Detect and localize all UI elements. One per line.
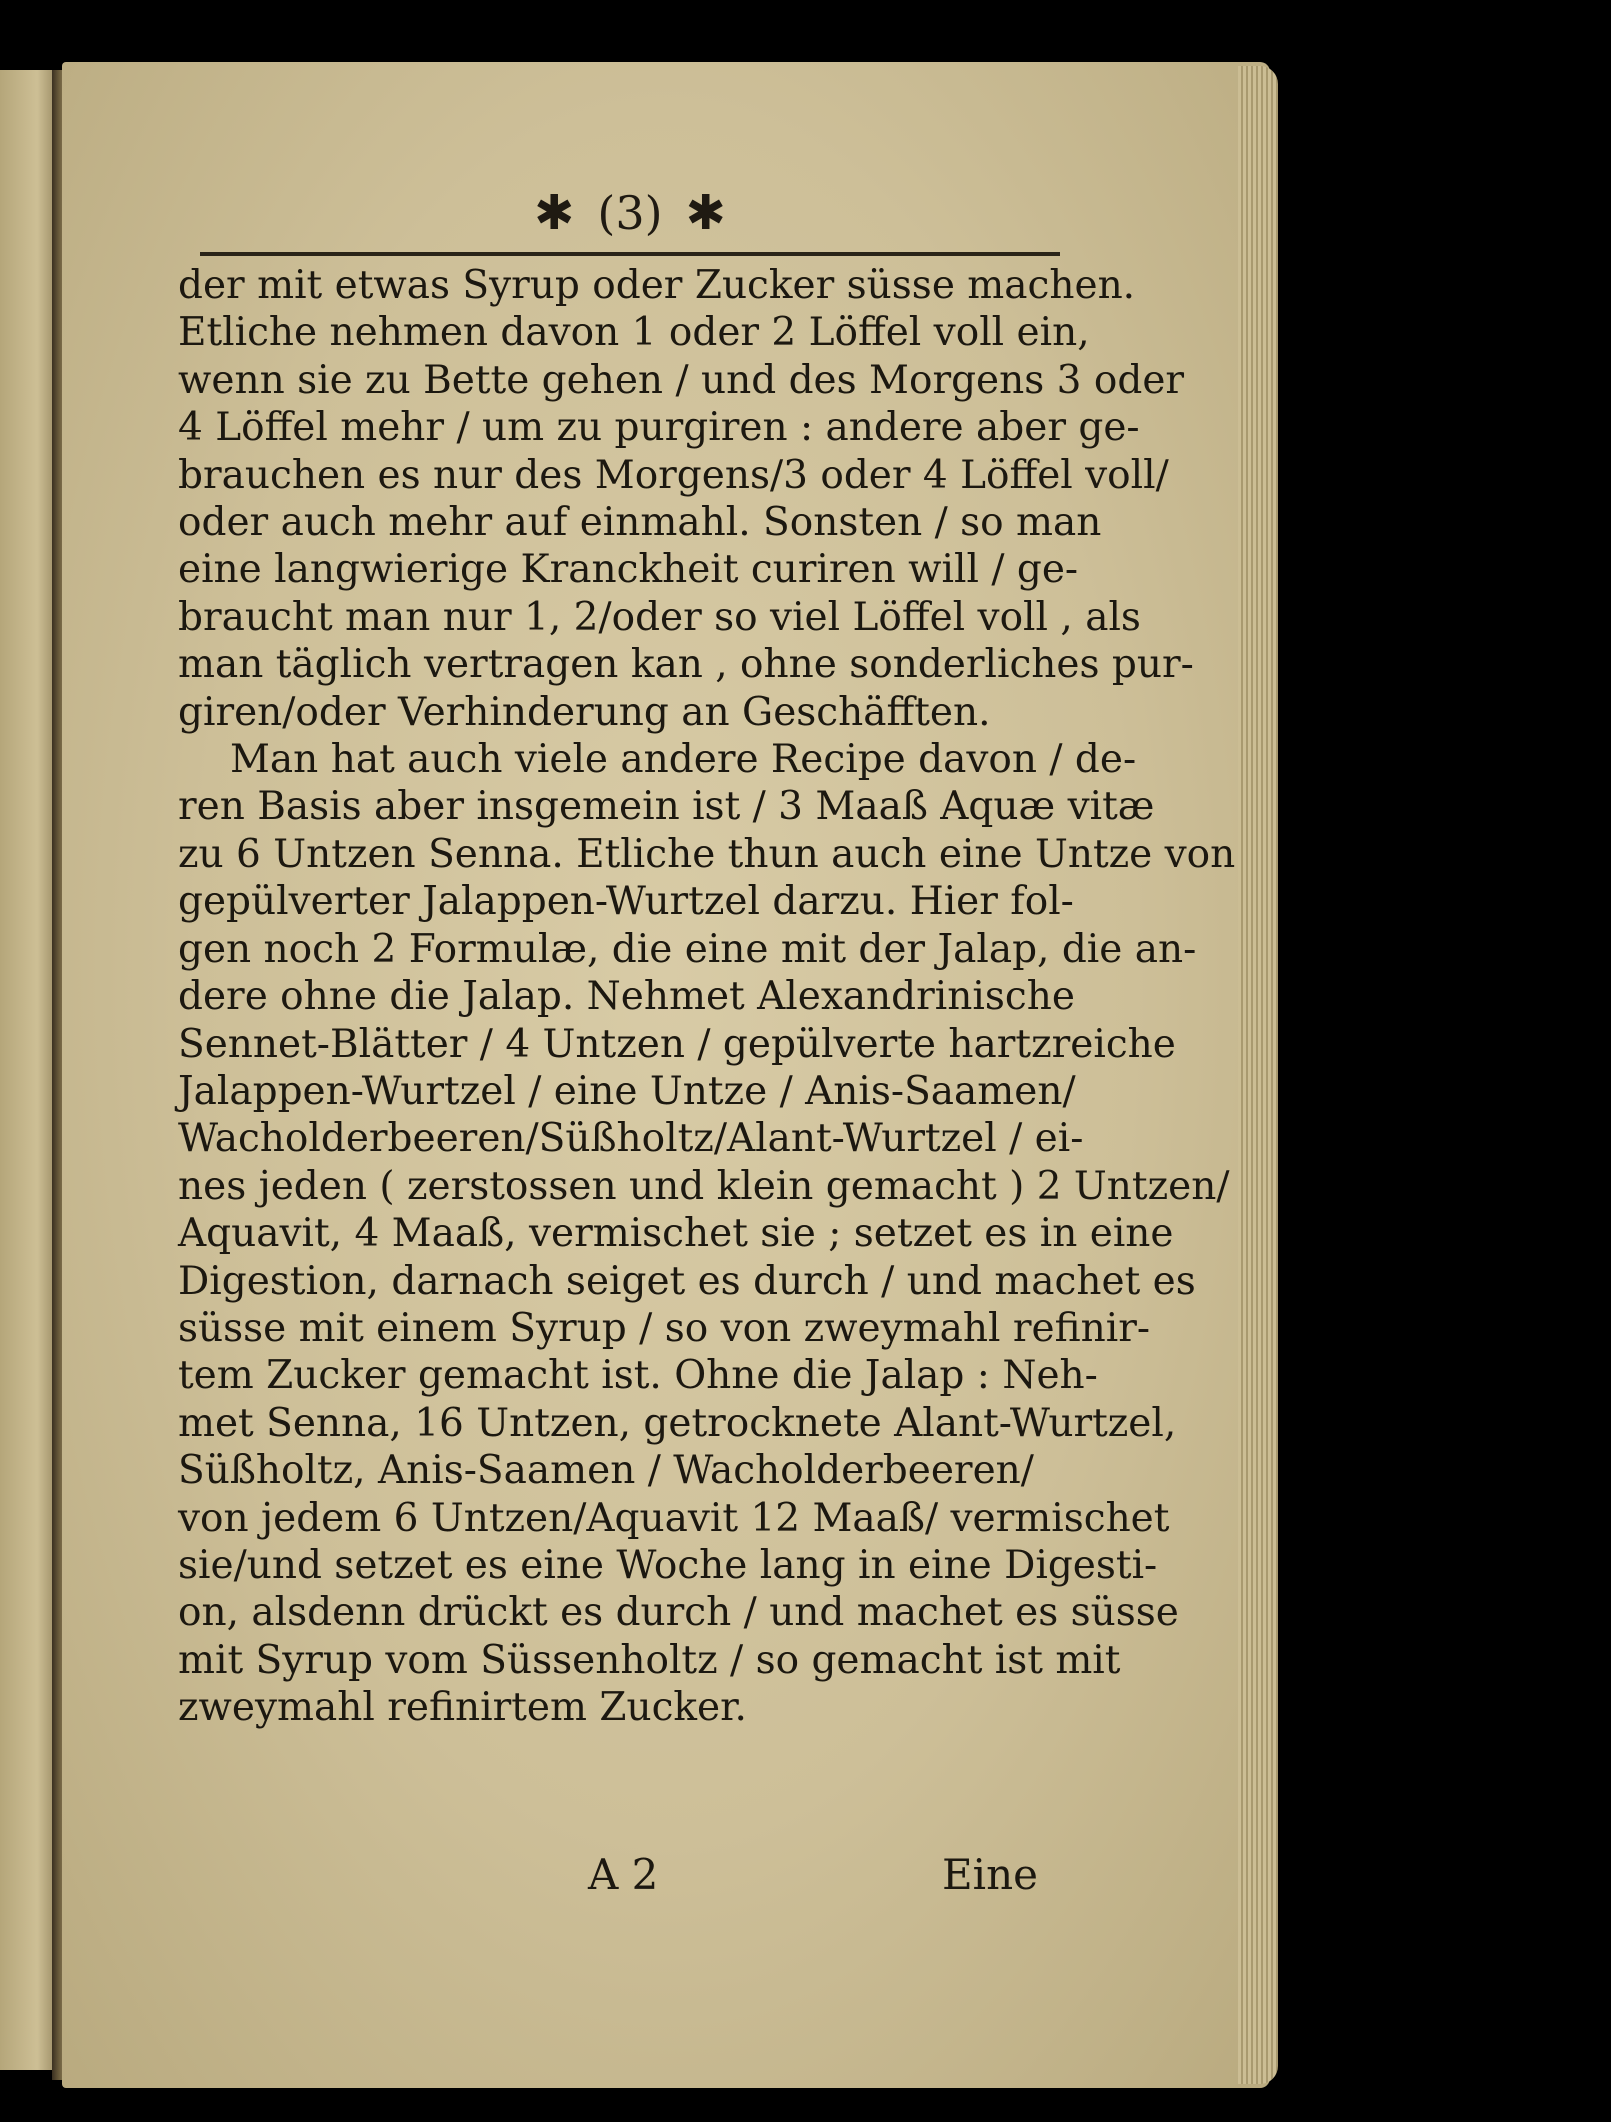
- page-header: [200, 185, 1060, 255]
- text-line: giren/oder Verhinderung an Geschäfften.: [178, 689, 991, 735]
- text-line: eine langwierige Kranckheit curiren will / ge-: [178, 547, 1079, 593]
- text-line: mit Syrup vom Süssenholtz / so gemacht ist mit: [178, 1637, 1121, 1683]
- text-line: Etliche nehmen davon 1 oder 2 Löffel voll ein,: [178, 310, 1090, 356]
- text-line: von jedem 6 Untzen/Aquavit 12 Maaß/ vermischet: [178, 1495, 1170, 1541]
- text-line: oder auch mehr auf einmahl. Sonsten / so man: [178, 500, 1102, 546]
- signature-mark: A 2: [588, 1850, 659, 1899]
- text-line: gepülverter Jalappen-Wurtzel darzu. Hier fol-: [178, 879, 1074, 925]
- text-line: zu 6 Untzen Senna. Etliche thun auch eine Untze von: [178, 831, 1236, 877]
- page-number: (3): [597, 186, 663, 240]
- page-footer: [178, 1850, 1058, 1910]
- text-line: Digestion, darnach seiget es durch / und machet es: [178, 1258, 1196, 1304]
- text-line: sie/und setzet es eine Woche lang in eine Digesti-: [178, 1542, 1158, 1588]
- text-line: Sennet-Blätter / 4 Untzen / gepülverte hartzreiche: [178, 1021, 1176, 1067]
- text-line: man täglich vertragen kan , ohne sonderliches pur-: [178, 642, 1194, 688]
- page-stack-edge: [1238, 66, 1278, 2084]
- text-line: Man hat auch viele andere Recipe davon / de-: [230, 737, 1137, 783]
- text-line: dere ohne die Jalap. Nehmet Alexandrinische: [178, 974, 1075, 1020]
- text-line: tem Zucker gemacht ist. Ohne die Jalap : Neh-: [178, 1353, 1098, 1399]
- text-line: ren Basis aber insgemein ist / 3 Maaß Aquæ vitæ: [178, 784, 1155, 830]
- text-line: met Senna, 16 Untzen, getrocknete Alant-Wurtzel,: [178, 1400, 1177, 1446]
- text-line: Süßholtz, Anis-Saamen / Wacholderbeeren/: [178, 1448, 1034, 1494]
- text-line: brauchen es nur des Morgens/3 oder 4 Löffel voll/: [178, 452, 1169, 498]
- text-line: nes jeden ( zerstossen und klein gemacht ) 2 Untzen/: [178, 1163, 1230, 1209]
- text-line: zweymahl refinirtem Zucker.: [178, 1685, 747, 1731]
- text-line: Aquavit, 4 Maaß, vermischet sie ; setzet es in eine: [178, 1211, 1174, 1257]
- body-text: [178, 262, 1236, 1732]
- text-line: 4 Löffel mehr / um zu purgiren : andere aber ge-: [178, 405, 1140, 451]
- text-line: wenn sie zu Bette gehen / und des Morgens 3 oder: [178, 357, 1185, 403]
- text-line: braucht man nur 1, 2/oder so viel Löffel voll , als: [178, 594, 1141, 640]
- text-line: süsse mit einem Syrup / so von zweymahl refinir-: [178, 1305, 1151, 1351]
- text-line: Wacholderbeeren/Süßholtz/Alant-Wurtzel / ei-: [178, 1116, 1084, 1162]
- header-rule: [200, 252, 1060, 256]
- text-line: on, alsdenn drückt es durch / und machet es süsse: [178, 1590, 1179, 1636]
- text-line: der mit etwas Syrup oder Zucker süsse machen.: [178, 263, 1136, 308]
- catchword: Eine: [942, 1850, 1038, 1899]
- text-line: gen noch 2 Formulæ, die eine mit der Jalap, die an-: [178, 926, 1197, 972]
- ornament-left-icon: ✱: [534, 185, 575, 241]
- text-line: Jalappen-Wurtzel / eine Untze / Anis-Saamen/: [178, 1068, 1076, 1114]
- ornament-right-icon: ✱: [685, 185, 726, 241]
